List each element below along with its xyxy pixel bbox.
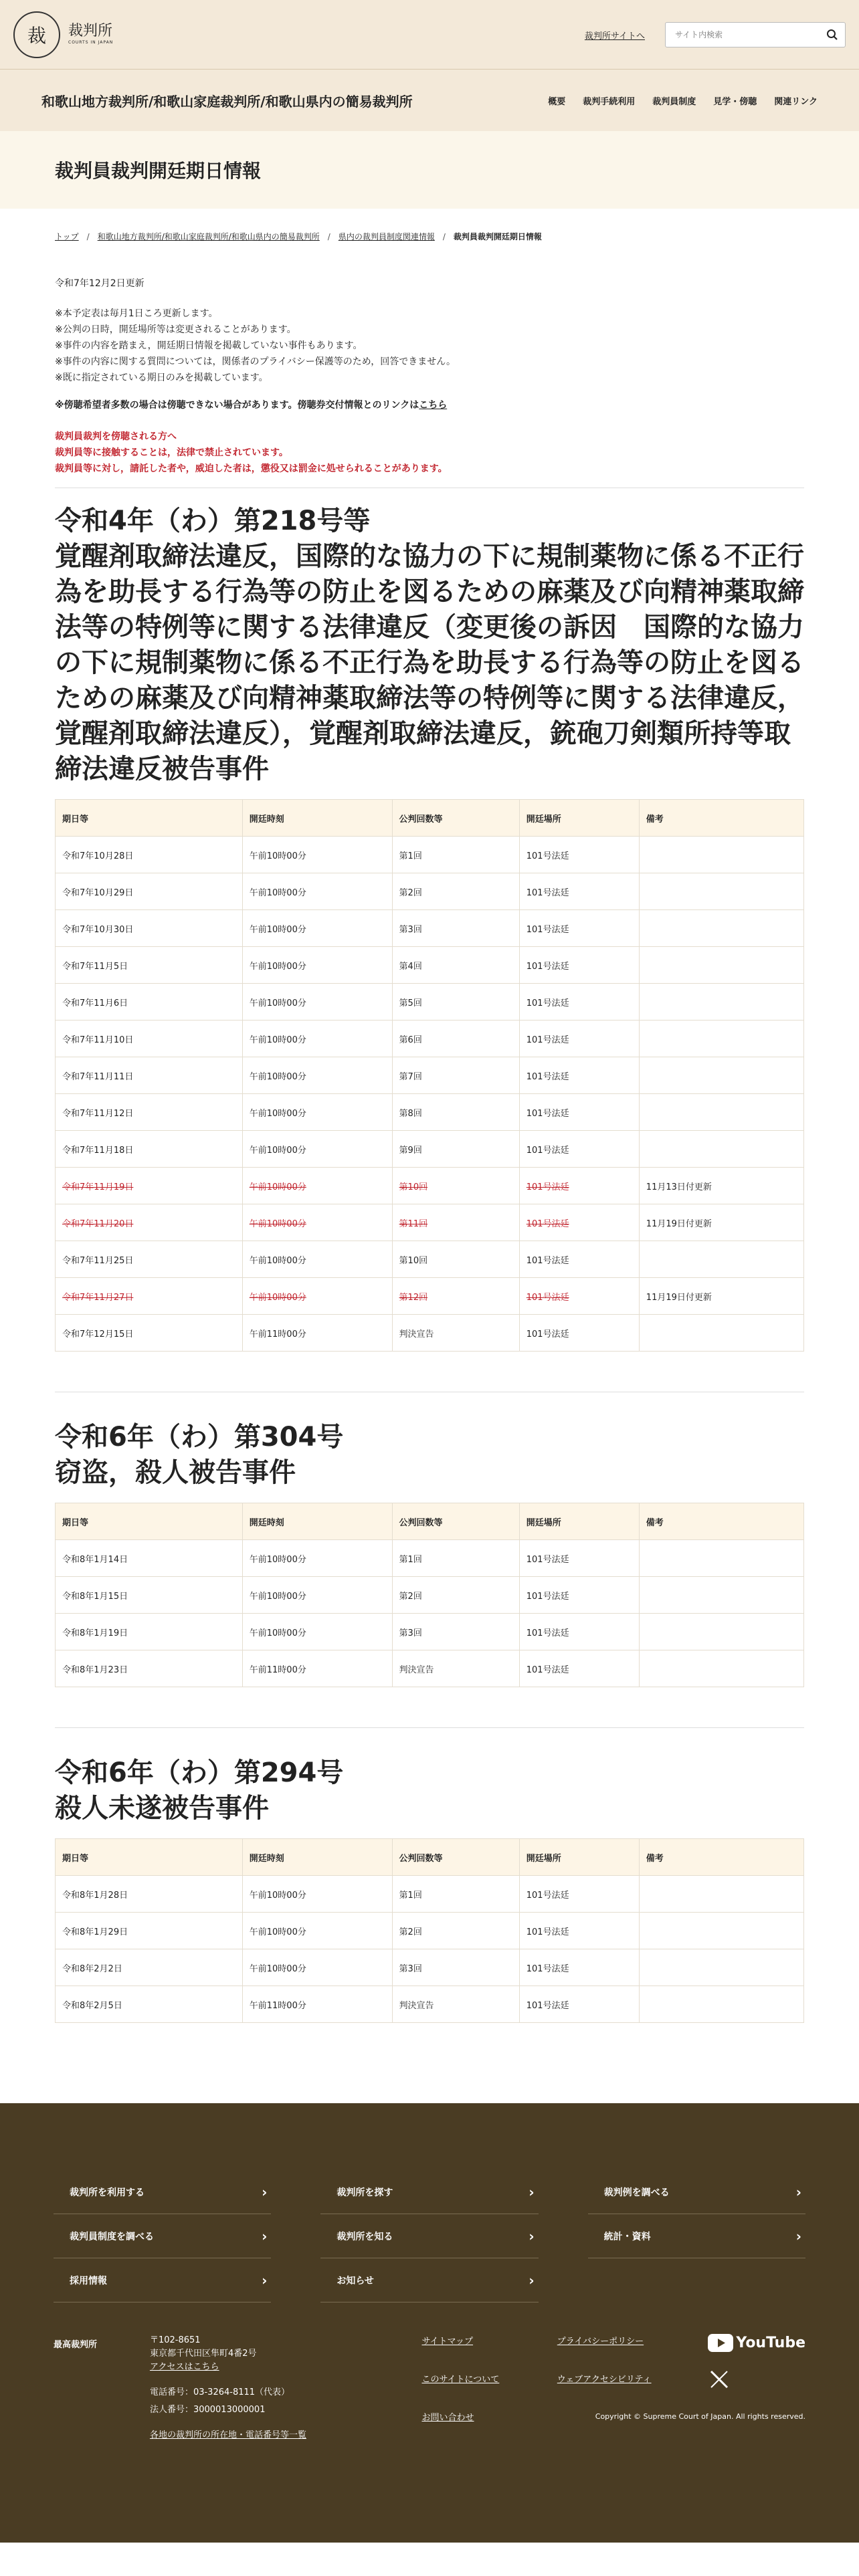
cell-count: 第2回 <box>392 873 519 910</box>
case-section <box>55 1755 804 2023</box>
cell-date: 令和7年11月20日 <box>56 1204 243 1241</box>
main-content <box>0 276 859 2023</box>
table-row <box>56 1577 804 1614</box>
ticket-link[interactable]: こちら <box>419 400 448 411</box>
search-box <box>665 22 846 47</box>
cell-time: 午前10時00分 <box>242 1168 392 1204</box>
cell-count: 第1回 <box>392 837 519 873</box>
footer-corp-number: 法人番号：3000013000001 <box>149 2405 266 2415</box>
cell-date: 令和8年2月2日 <box>56 1949 243 1986</box>
cell-count: 第2回 <box>392 1913 519 1949</box>
nav-overview[interactable]: 概要 <box>548 96 566 107</box>
table-header: 開廷場所 <box>519 800 639 837</box>
footer-access-link[interactable]: アクセスはこちら <box>149 2362 219 2372</box>
page-title: 裁判員裁判開廷期日情報 <box>55 160 262 182</box>
cell-place: 101号法廷 <box>519 984 639 1021</box>
cell-place: 101号法廷 <box>519 947 639 984</box>
footer-nav-use[interactable] <box>54 2170 271 2214</box>
cell-time: 午前10時00分 <box>242 947 392 984</box>
footer-social <box>708 2334 805 2448</box>
table-header: 公判回数等 <box>392 1839 519 1876</box>
ticket-note <box>55 398 804 411</box>
table-header: 開廷時刻 <box>242 1503 392 1540</box>
footer-links-a <box>421 2334 557 2448</box>
cell-count: 第2回 <box>392 1577 519 1614</box>
nav-tour[interactable]: 見学・傍聴 <box>713 96 757 107</box>
logo-text[interactable] <box>68 24 113 45</box>
footer-nav <box>54 2170 805 2302</box>
youtube-link[interactable] <box>708 2334 805 2352</box>
case-section <box>55 1419 804 1687</box>
search-input[interactable] <box>675 30 820 39</box>
table-row <box>56 1650 804 1687</box>
cell-date: 令和7年11月27日 <box>56 1278 243 1315</box>
table-row <box>56 1949 804 1986</box>
cell-note <box>639 1094 803 1131</box>
cell-note <box>639 947 803 984</box>
cell-time: 午前10時00分 <box>242 1094 392 1131</box>
case-title: 殺人未遂被告事件 <box>55 1793 269 1824</box>
table-header: 開廷場所 <box>519 1503 639 1540</box>
cell-time: 午前10時00分 <box>242 1614 392 1650</box>
cell-place: 101号法廷 <box>519 1876 639 1913</box>
footer-org: 最高裁判所 <box>54 2340 98 2350</box>
cell-date: 令和7年11月25日 <box>56 1241 243 1278</box>
copyright: Copyright © Supreme Court of Japan. All rights reserved. <box>595 2412 805 2421</box>
schedule-table <box>55 799 804 1352</box>
cell-count: 第7回 <box>392 1057 519 1094</box>
note-item: ※事件の内容に関する質問については，関係者のプライバシー保護等のため，回答できません。 <box>55 356 456 367</box>
court-subheader <box>0 69 859 131</box>
cell-place: 101号法廷 <box>519 1614 639 1650</box>
cell-note: 11月13日付更新 <box>639 1168 803 1204</box>
search-button[interactable] <box>820 23 845 47</box>
cell-time: 午前10時00分 <box>242 1057 392 1094</box>
footer-contact-link[interactable]: お問い合わせ <box>421 2413 474 2423</box>
site-footer <box>0 2103 859 2543</box>
cell-date: 令和7年11月19日 <box>56 1168 243 1204</box>
table-row <box>56 1168 804 1204</box>
cell-date: 令和7年11月18日 <box>56 1131 243 1168</box>
schedule-table <box>55 1503 804 1687</box>
table-row <box>56 1876 804 1913</box>
youtube-label: YouTube <box>736 2335 806 2351</box>
cell-date: 令和7年10月29日 <box>56 873 243 910</box>
chevron-right-icon: › <box>529 2228 535 2244</box>
cell-count: 第4回 <box>392 947 519 984</box>
cell-place: 101号法廷 <box>519 1650 639 1687</box>
cell-time: 午前10時00分 <box>242 1021 392 1057</box>
cell-date: 令和8年1月29日 <box>56 1913 243 1949</box>
page-hero <box>0 131 859 209</box>
cell-count: 第6回 <box>392 1021 519 1057</box>
cell-time: 午前10時00分 <box>242 1876 392 1913</box>
cell-place: 101号法廷 <box>519 1949 639 1986</box>
footer-tel: 電話番号：03-3264-8111（代表） <box>149 2387 290 2397</box>
cell-time: 午前11時00分 <box>242 1986 392 2023</box>
cell-date: 令和8年1月14日 <box>56 1540 243 1577</box>
footer-nav-label: 裁判所を探す <box>337 2187 393 2198</box>
table-header: 備考 <box>639 800 803 837</box>
cell-note <box>639 1315 803 1352</box>
table-header: 開廷時刻 <box>242 800 392 837</box>
cell-count: 第1回 <box>392 1876 519 1913</box>
table-row <box>56 1094 804 1131</box>
footer-nav-cases[interactable] <box>588 2170 805 2214</box>
chevron-right-icon: › <box>529 2183 535 2200</box>
chevron-right-icon: › <box>262 2228 268 2244</box>
table-row <box>56 1913 804 1949</box>
footer-links-b <box>557 2334 708 2448</box>
cell-note <box>639 1540 803 1577</box>
footer-postal: 〒102-8651 <box>149 2335 201 2345</box>
cell-date: 令和8年1月28日 <box>56 1876 243 1913</box>
divider <box>55 1727 804 1728</box>
cell-note: 11月19日付更新 <box>639 1278 803 1315</box>
note-item: ※既に指定されている期日のみを掲載しています。 <box>55 372 268 383</box>
nav-saibanin[interactable]: 裁判員制度 <box>652 96 696 107</box>
cell-date: 令和7年11月11日 <box>56 1057 243 1094</box>
table-row <box>56 1204 804 1241</box>
youtube-icon <box>708 2334 733 2352</box>
case-number: 令和6年（わ）第304号 <box>55 1422 344 1453</box>
cell-place: 101号法廷 <box>519 910 639 947</box>
cell-time: 午前10時00分 <box>242 1540 392 1577</box>
cell-time: 午前11時00分 <box>242 1650 392 1687</box>
cell-date: 令和7年11月6日 <box>56 984 243 1021</box>
breadcrumb-saibanin-info[interactable]: 県内の裁判員制度関連情報 <box>338 232 435 241</box>
cell-count: 第9回 <box>392 1131 519 1168</box>
cell-time: 午前10時00分 <box>242 1204 392 1241</box>
cell-place: 101号法廷 <box>519 1021 639 1057</box>
cell-note <box>639 1986 803 2023</box>
cell-count: 第10回 <box>392 1241 519 1278</box>
footer-nav-label: 裁判所を利用する <box>70 2187 145 2198</box>
footer-nav-saibanin[interactable] <box>54 2214 271 2258</box>
cell-count: 判決宣告 <box>392 1986 519 2023</box>
cell-place: 101号法廷 <box>519 1913 639 1949</box>
case-title: 窃盗，殺人被告事件 <box>55 1457 296 1488</box>
cell-count: 第12回 <box>392 1278 519 1315</box>
cell-count: 第8回 <box>392 1094 519 1131</box>
cell-count: 第11回 <box>392 1204 519 1241</box>
cell-place: 101号法廷 <box>519 1986 639 2023</box>
search-icon <box>826 29 838 41</box>
ticket-text: ※傍聴希望者多数の場合は傍聴できない場合があります。傍聴券交付情報とのリンクは <box>55 400 419 411</box>
cell-place: 101号法廷 <box>519 1278 639 1315</box>
global-nav <box>531 94 818 107</box>
footer-court-list-link[interactable]: 各地の裁判所の所在地・電話番号等一覧 <box>149 2430 306 2440</box>
cell-time: 午前10時00分 <box>242 910 392 947</box>
chevron-right-icon: › <box>795 2183 801 2200</box>
footer-nav-news[interactable] <box>320 2258 538 2302</box>
warning-line: 裁判員裁判を傍聴される方へ <box>55 431 177 442</box>
note-item: ※本予定表は毎月1日ころ更新します。 <box>55 308 218 319</box>
logo-subtitle: COURTS IN JAPAN <box>68 40 114 45</box>
table-header: 備考 <box>639 1503 803 1540</box>
cell-place: 101号法廷 <box>519 837 639 873</box>
cell-time: 午前10時00分 <box>242 1241 392 1278</box>
footer-nav-find[interactable] <box>320 2170 538 2214</box>
note-item: ※公判の日時，開廷場所等は変更されることがあります。 <box>55 324 296 335</box>
footer-nav-label: 採用情報 <box>70 2275 107 2286</box>
footer-nav-label: 裁判所を知る <box>337 2231 393 2242</box>
footer-nav-label: 統計・資料 <box>603 2231 651 2242</box>
warning-line: 裁判員等に接触することは，法律で禁止されています。 <box>55 447 288 458</box>
cell-date: 令和7年10月30日 <box>56 910 243 947</box>
cell-note <box>639 1614 803 1650</box>
table-row <box>56 1986 804 2023</box>
cell-place: 101号法廷 <box>519 1204 639 1241</box>
cell-date: 令和7年12月15日 <box>56 1315 243 1352</box>
nav-procedures[interactable]: 裁判手続利用 <box>583 96 636 107</box>
site-header <box>0 0 859 69</box>
table-row <box>56 910 804 947</box>
x-link[interactable] <box>709 2369 805 2392</box>
court-name[interactable]: 和歌山地方裁判所/和歌山家庭裁判所/和歌山県内の簡易裁判所 <box>41 93 413 110</box>
cell-count: 判決宣告 <box>392 1315 519 1352</box>
cell-note <box>639 984 803 1021</box>
nav-links[interactable]: 関連リンク <box>774 96 818 107</box>
cell-place: 101号法廷 <box>519 1094 639 1131</box>
footer-nav-label: お知らせ <box>337 2275 374 2286</box>
cases-container <box>55 503 804 2023</box>
x-icon <box>709 2369 729 2389</box>
cell-date: 令和7年11月5日 <box>56 947 243 984</box>
cell-count: 第3回 <box>392 1949 519 1986</box>
case-section <box>55 503 804 1352</box>
table-row <box>56 947 804 984</box>
table-row <box>56 1278 804 1315</box>
logo-mark: 裁 <box>27 24 46 47</box>
breadcrumb: トップ / 和歌山地方裁判所/和歌山家庭裁判所/和歌山県内の簡易裁判所 / 県内の裁判員制度関連情報 / 裁判員裁判開廷期日情報 <box>55 231 542 241</box>
case-number: 令和6年（わ）第294号 <box>55 1757 344 1788</box>
breadcrumb-top[interactable]: トップ <box>55 232 79 241</box>
table-row <box>56 1057 804 1094</box>
footer-privacy-link[interactable]: プライバシーポリシー <box>557 2337 644 2347</box>
cell-date: 令和8年1月23日 <box>56 1650 243 1687</box>
table-header: 開廷場所 <box>519 1839 639 1876</box>
cell-time: 午前10時00分 <box>242 1131 392 1168</box>
cell-time: 午前10時00分 <box>242 1913 392 1949</box>
cell-note: 11月19日付更新 <box>639 1204 803 1241</box>
notes-list <box>55 306 804 386</box>
cell-place: 101号法廷 <box>519 1131 639 1168</box>
cell-count: 第5回 <box>392 984 519 1021</box>
table-row <box>56 984 804 1021</box>
court-site-link[interactable]: 裁判所サイトへ <box>584 31 645 41</box>
logo-title: 裁判所 <box>68 23 113 39</box>
footer-nav-about[interactable] <box>320 2214 538 2258</box>
table-row <box>56 1021 804 1057</box>
cell-place: 101号法廷 <box>519 873 639 910</box>
footer-address-block <box>150 2334 422 2448</box>
breadcrumb-current: 裁判員裁判開廷期日情報 <box>453 232 542 241</box>
cell-note <box>639 1577 803 1614</box>
cell-time: 午前10時00分 <box>242 1278 392 1315</box>
case-title: 覚醒剤取締法違反，国際的な協力の下に規制薬物に係る不正行為を助長する行為等の防止を図るための麻薬及び向精神薬取締法等の特例等に関する法律違反（変更後の訴因 国際的な協力の下に規制薬物に係る不正行為を助長する行為等の防止を図るための麻薬及び向精神薬取締法等の特例等に関する法律違反，覚醒剤取締法違反），覚醒剤取締法違反，銃砲刀剣類所持等取締法違反被告事件 <box>55 541 804 784</box>
warning-line: 裁判員等に対し，請託した者や，威迫した者は，懲役又は罰金に処せられることがあります。 <box>55 463 448 474</box>
footer-info <box>54 2334 805 2448</box>
footer-nav-label: 裁判員制度を調べる <box>70 2231 154 2242</box>
cell-place: 101号法廷 <box>519 1577 639 1614</box>
cell-time: 午前10時00分 <box>242 1949 392 1986</box>
table-row <box>56 1540 804 1577</box>
cell-note <box>639 1241 803 1278</box>
table-header: 期日等 <box>56 1839 243 1876</box>
footer-nav-label: 裁判例を調べる <box>603 2187 670 2198</box>
cell-place: 101号法廷 <box>519 1540 639 1577</box>
cell-date: 令和7年11月12日 <box>56 1094 243 1131</box>
footer-address: 東京都千代田区隼町4番2号 <box>149 2349 257 2359</box>
cell-note <box>639 1913 803 1949</box>
chevron-right-icon: › <box>795 2228 801 2244</box>
court-logo-icon[interactable] <box>13 11 60 58</box>
table-header: 公判回数等 <box>392 1503 519 1540</box>
table-header: 開廷時刻 <box>242 1839 392 1876</box>
cell-note <box>639 1949 803 1986</box>
table-row <box>56 1131 804 1168</box>
cell-count: 第1回 <box>392 1540 519 1577</box>
cell-date: 令和8年1月15日 <box>56 1577 243 1614</box>
table-row <box>56 1614 804 1650</box>
cell-count: 第10回 <box>392 1168 519 1204</box>
cell-time: 午前11時00分 <box>242 1315 392 1352</box>
cell-time: 午前10時00分 <box>242 873 392 910</box>
chevron-right-icon: › <box>262 2183 268 2200</box>
updated-date: 令和7年12月2日更新 <box>55 278 145 289</box>
table-header: 公判回数等 <box>392 800 519 837</box>
table-header: 期日等 <box>56 800 243 837</box>
cell-note <box>639 1650 803 1687</box>
table-row <box>56 1241 804 1278</box>
footer-about-link[interactable]: このサイトについて <box>421 2375 500 2385</box>
table-row <box>56 837 804 873</box>
footer-sitemap-link[interactable]: サイトマップ <box>421 2337 474 2347</box>
table-row <box>56 873 804 910</box>
cell-place: 101号法廷 <box>519 1241 639 1278</box>
cell-time: 午前10時00分 <box>242 837 392 873</box>
warning-block <box>55 429 804 477</box>
footer-nav-recruit[interactable] <box>54 2258 271 2302</box>
footer-nav-stats[interactable] <box>588 2214 805 2258</box>
schedule-table <box>55 1838 804 2023</box>
cell-time: 午前10時00分 <box>242 1577 392 1614</box>
cell-note <box>639 1021 803 1057</box>
footer-accessibility-link[interactable]: ウェブアクセシビリティ <box>557 2375 652 2385</box>
table-row <box>56 1315 804 1352</box>
cell-note <box>639 1876 803 1913</box>
cell-place: 101号法廷 <box>519 1168 639 1204</box>
cell-count: 判決宣告 <box>392 1650 519 1687</box>
cell-count: 第3回 <box>392 1614 519 1650</box>
cell-date: 令和7年11月10日 <box>56 1021 243 1057</box>
cell-count: 第3回 <box>392 910 519 947</box>
note-item: ※事件の内容を踏まえ，開廷期日情報を掲載していない事件もあります。 <box>55 340 363 351</box>
case-number: 令和4年（わ）第218号等 <box>55 506 371 536</box>
cell-note <box>639 1057 803 1094</box>
cell-place: 101号法廷 <box>519 1315 639 1352</box>
cell-note <box>639 910 803 947</box>
cell-date: 令和8年1月19日 <box>56 1614 243 1650</box>
cell-date: 令和7年10月28日 <box>56 837 243 873</box>
cell-place: 101号法廷 <box>519 1057 639 1094</box>
cell-note <box>639 873 803 910</box>
cell-note <box>639 1131 803 1168</box>
cell-time: 午前10時00分 <box>242 984 392 1021</box>
breadcrumb-court[interactable]: 和歌山地方裁判所/和歌山家庭裁判所/和歌山県内の簡易裁判所 <box>97 232 320 241</box>
table-header: 備考 <box>639 1839 803 1876</box>
chevron-right-icon: › <box>529 2272 535 2288</box>
cell-date: 令和8年2月5日 <box>56 1986 243 2023</box>
chevron-right-icon: › <box>262 2272 268 2288</box>
cell-note <box>639 837 803 873</box>
table-header: 期日等 <box>56 1503 243 1540</box>
